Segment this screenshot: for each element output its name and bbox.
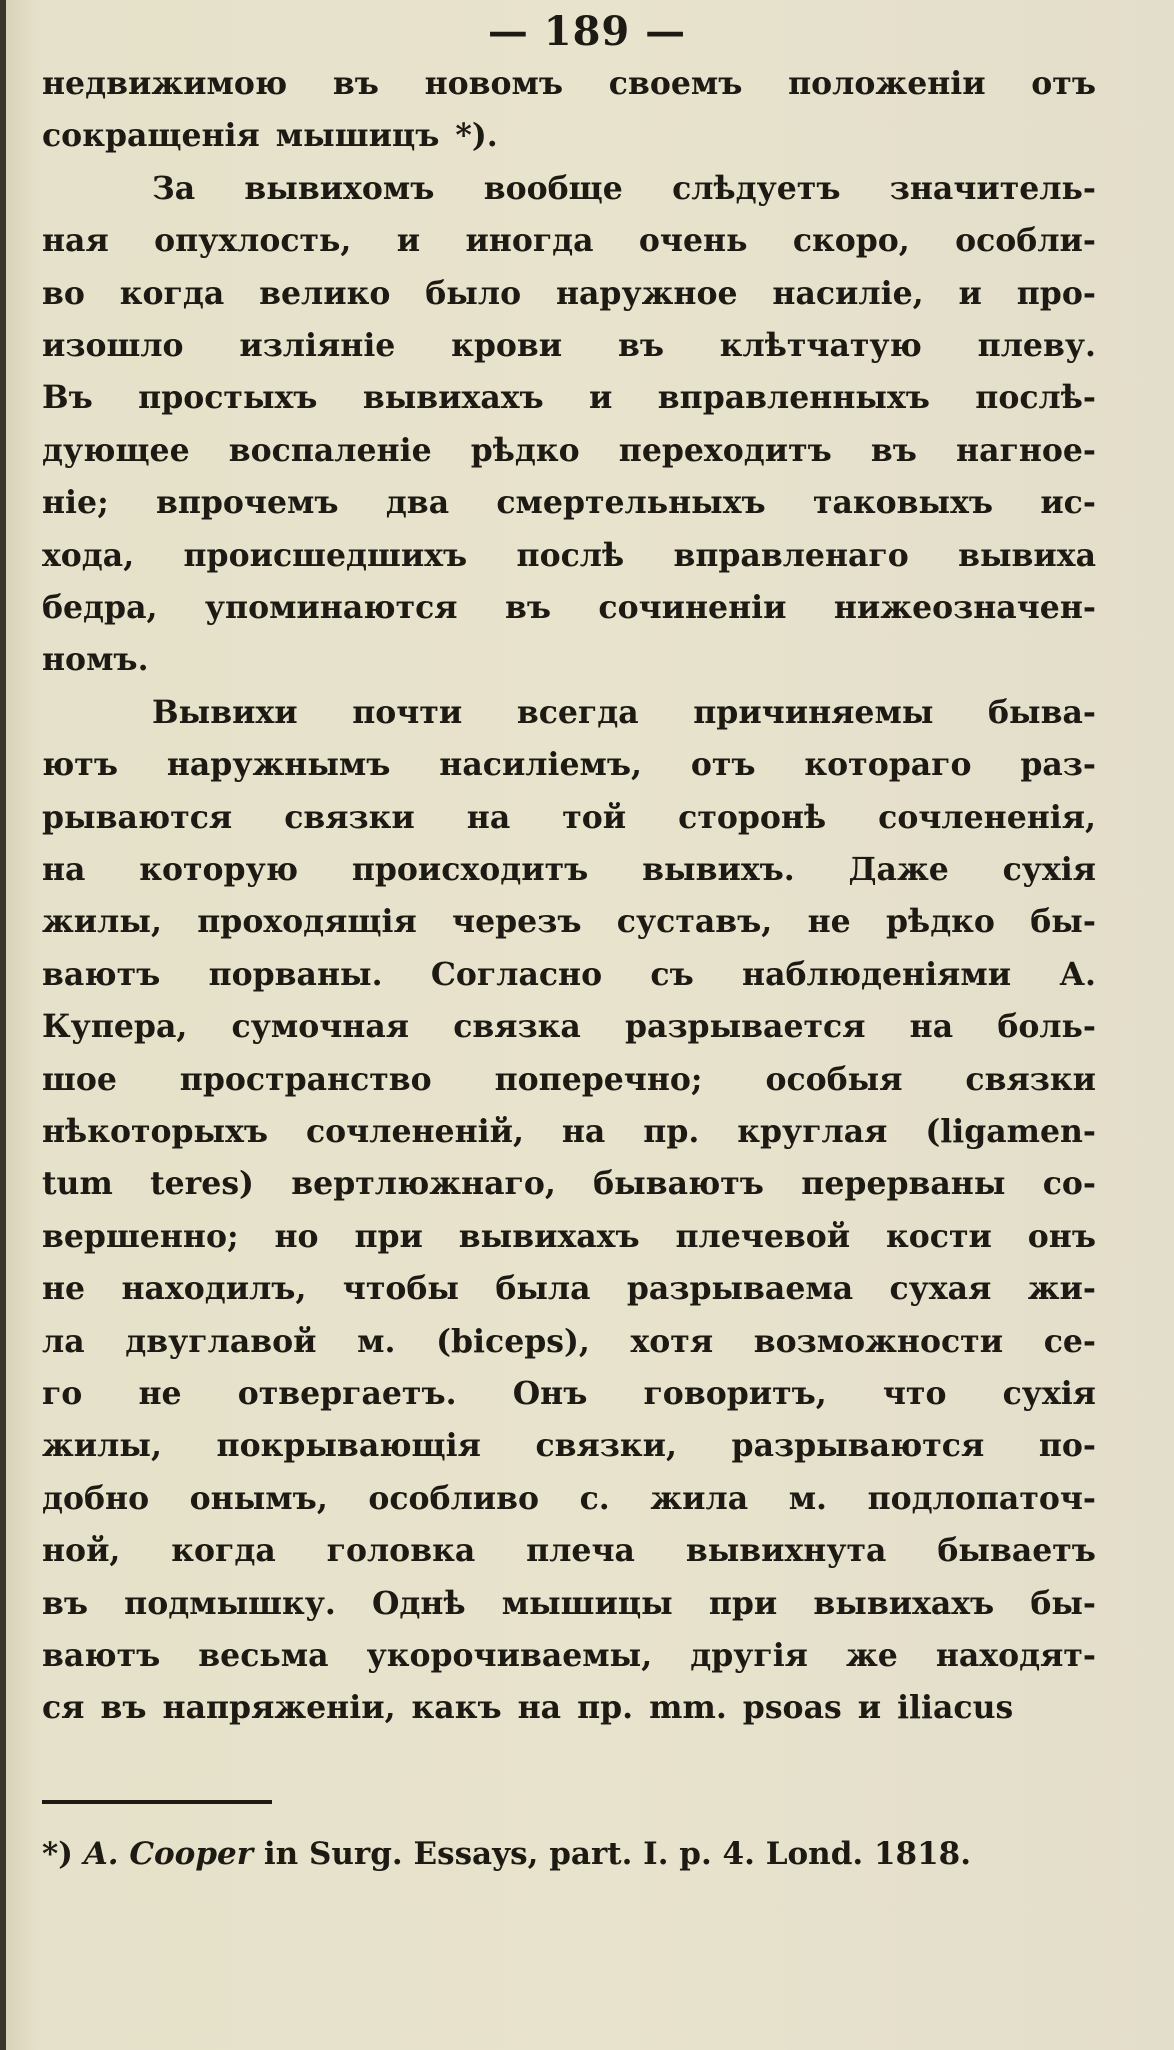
word: Согласно [430, 955, 603, 993]
word: на [42, 851, 86, 888]
word: поперечно; [494, 1060, 703, 1098]
text-line [42, 1368, 1096, 1420]
word: особли- [955, 222, 1096, 260]
word: плеву. [977, 327, 1096, 364]
footnote-author: A. Cooper [83, 1836, 254, 1872]
word: особыя [765, 1060, 903, 1098]
word: и [396, 222, 421, 260]
word: связка [453, 1008, 581, 1046]
word: вывихахъ [813, 1584, 995, 1622]
text-line [42, 1630, 1096, 1682]
word: въ [617, 327, 664, 364]
word: жи- [1027, 1270, 1096, 1308]
text-line [42, 58, 1096, 110]
word: напряженіи, [162, 1689, 396, 1727]
word: мышицъ [275, 117, 440, 155]
word: ла [42, 1322, 85, 1360]
word: хотя [630, 1322, 714, 1360]
word: и [958, 274, 982, 312]
text-line [42, 425, 1096, 477]
word: рываются [42, 798, 233, 836]
word: связки [284, 798, 415, 836]
word: насиліе, [772, 274, 924, 312]
text-line [42, 1263, 1096, 1315]
word: положеніи [788, 65, 986, 102]
word: была [495, 1270, 591, 1308]
word: на [909, 1008, 954, 1046]
word: какъ [411, 1689, 502, 1727]
text-line [42, 1420, 1096, 1472]
word: и [857, 1689, 882, 1727]
word: пр. [577, 1689, 634, 1727]
word: когда [171, 1532, 276, 1570]
word: покрывающія [216, 1427, 481, 1465]
word: клѣтчатую [719, 327, 922, 364]
word: ся [42, 1689, 85, 1727]
word: быва- [988, 693, 1096, 731]
word: круглая [737, 1113, 888, 1150]
word: со- [1042, 1165, 1096, 1203]
word: на [466, 798, 511, 836]
word: Въ [42, 379, 93, 417]
word: порваны. [208, 955, 383, 993]
footnote-rule [42, 1800, 272, 1804]
word: пространство [179, 1060, 432, 1098]
word: происшедшихъ [183, 536, 468, 574]
text-line [42, 739, 1096, 791]
word: въ [100, 1689, 147, 1727]
word: причиняемы [693, 693, 934, 731]
word: перерваны [801, 1165, 1006, 1203]
word: ваютъ [42, 955, 161, 993]
word: котораго [804, 746, 972, 784]
word: вправленаго [673, 536, 909, 574]
word: сухая [889, 1270, 992, 1308]
word: *). [455, 117, 498, 155]
word: велико [259, 274, 391, 312]
word: послѣ [516, 536, 625, 574]
text-line [42, 1158, 1096, 1210]
word: ная [42, 222, 109, 260]
word: наружное [555, 274, 738, 312]
text-line [42, 1682, 1096, 1734]
word: при [708, 1584, 778, 1622]
word: дующее [42, 431, 190, 469]
word: чтобы [342, 1270, 459, 1308]
word: сочлененія, [878, 798, 1096, 836]
word: въ [504, 589, 551, 626]
word: и [589, 379, 613, 417]
word: во [42, 274, 85, 312]
word: м. [788, 1479, 828, 1517]
page-number: — 189 — [487, 8, 687, 55]
word: м. [357, 1322, 396, 1360]
word: про- [1016, 274, 1096, 312]
word: недвижимою [42, 65, 288, 102]
word: но [274, 1217, 319, 1255]
word: изошло [42, 327, 184, 364]
word: впрочемъ [155, 484, 339, 522]
word: очень [638, 222, 748, 260]
word: связки [965, 1060, 1096, 1098]
text-line [42, 110, 1096, 162]
word: не [807, 903, 851, 941]
page-spine-edge [0, 0, 6, 2050]
text-line [42, 949, 1096, 1001]
word: шое [42, 1060, 117, 1098]
word: сухія [1002, 851, 1096, 888]
word: А. [1059, 955, 1096, 993]
word: отъ [690, 746, 756, 784]
word: двуглавой [125, 1322, 317, 1360]
word: се- [1043, 1322, 1096, 1360]
word: той [562, 798, 627, 836]
word: сторонѣ [678, 798, 827, 836]
word: iliacus [897, 1689, 1014, 1727]
word: с. [579, 1479, 610, 1517]
word: опухлость, [154, 222, 352, 260]
text-line [42, 1211, 1096, 1263]
word: вывихахъ [362, 379, 544, 417]
word: бы- [1030, 1584, 1096, 1622]
word: бываютъ [593, 1165, 764, 1203]
text-line [42, 1001, 1096, 1053]
word: вершенно; [42, 1217, 239, 1255]
word: насиліемъ, [439, 746, 643, 784]
word: подлопаточ- [867, 1479, 1096, 1517]
word: хода, [42, 536, 135, 574]
word: простыхъ [138, 379, 318, 417]
word: головка [326, 1532, 476, 1570]
text-line [42, 1054, 1096, 1106]
word: нагное- [956, 431, 1096, 469]
word: раз- [1020, 746, 1096, 784]
word: сухія [1002, 1375, 1096, 1412]
word: вывихахъ [458, 1217, 640, 1255]
word: плечевой [675, 1217, 851, 1255]
word: Даже [848, 851, 949, 888]
word: бы- [1030, 903, 1096, 941]
text-line [42, 1473, 1096, 1525]
text-line [42, 687, 1096, 739]
text-line [42, 896, 1096, 948]
word: сочлененій, [305, 1113, 524, 1150]
footnote-marker: *) [42, 1836, 73, 1872]
word: вообще [483, 169, 623, 207]
word: смертельныхъ [496, 484, 766, 522]
word: Вывихи [152, 693, 298, 731]
word: было [425, 274, 522, 312]
word: своемъ [608, 65, 743, 102]
text-line [42, 163, 1096, 215]
word: кости [886, 1217, 992, 1255]
word: ис- [1040, 484, 1096, 522]
word: го [42, 1375, 83, 1412]
text-line [42, 215, 1096, 267]
word: на [561, 1113, 606, 1150]
word: (ligamen- [925, 1113, 1096, 1150]
word: находилъ, [121, 1270, 307, 1308]
word: скоро, [792, 222, 910, 260]
word: онъ [1027, 1217, 1096, 1255]
word: при [354, 1217, 423, 1255]
word: находят- [935, 1637, 1096, 1674]
word: жилы, [42, 903, 162, 941]
text-line [42, 372, 1096, 424]
word: mm. [649, 1689, 727, 1727]
word: происходитъ [351, 851, 589, 888]
word: говоритъ, [643, 1375, 827, 1412]
word: отъ [1031, 65, 1096, 102]
word: вывихъ. [642, 851, 795, 888]
word: вертлюжнаго, [291, 1165, 556, 1203]
word: новомъ [424, 65, 564, 102]
word: вывихомъ [244, 169, 435, 207]
word: связки, [535, 1427, 677, 1465]
word: сочиненіи [598, 589, 787, 626]
word: Купера, [42, 1008, 188, 1046]
footnote-text: in Surg. Essays, part. I. p. 4. Lond. 1818. [263, 1836, 972, 1872]
word: изліяніе [239, 327, 396, 364]
word: крови [451, 327, 563, 364]
word: Однѣ [371, 1584, 466, 1622]
word: другія [690, 1637, 808, 1674]
word: въ [332, 65, 379, 102]
word: разрываема [626, 1270, 854, 1308]
word: вправленныхъ [657, 379, 930, 417]
word: воспаленіе [228, 431, 432, 469]
word: не [138, 1375, 182, 1412]
word: послѣ- [975, 379, 1096, 417]
text-line [42, 634, 1096, 686]
word: сумочная [231, 1008, 410, 1046]
word: нижеозначен- [833, 589, 1096, 626]
footnote [42, 1828, 1096, 1880]
word: ваютъ [42, 1637, 161, 1674]
word: черезъ [452, 903, 582, 941]
word: когда [119, 274, 225, 312]
word: (biceps), [436, 1322, 590, 1360]
word: слѣдуетъ [672, 169, 841, 207]
text-line [42, 320, 1096, 372]
word: номъ. [42, 641, 149, 679]
word: съ [650, 955, 694, 993]
word: наружнымъ [166, 746, 391, 784]
word: разрываются [731, 1427, 985, 1465]
word: tum [42, 1165, 113, 1203]
word: суставъ, [616, 903, 773, 941]
text-line [42, 1525, 1096, 1577]
word: мышицы [501, 1584, 673, 1622]
word: переходитъ [618, 431, 832, 469]
word: боль- [997, 1008, 1096, 1046]
word: жилы, [42, 1427, 162, 1465]
word: вывиха [958, 536, 1096, 574]
text-line [42, 582, 1096, 634]
word: упоминаются [204, 589, 458, 626]
word: всегда [516, 693, 639, 731]
word: два [385, 484, 450, 522]
word: въ [870, 431, 917, 469]
word: разрывается [625, 1008, 866, 1046]
text-line [42, 1106, 1096, 1158]
text-line [42, 268, 1096, 320]
text-line [42, 792, 1096, 844]
word: За [152, 169, 196, 207]
word: бедра, [42, 589, 158, 626]
word: отвергаетъ. [237, 1375, 457, 1412]
word: бываетъ [937, 1532, 1096, 1570]
word: добно [42, 1479, 150, 1517]
word: особливо [368, 1479, 540, 1517]
word: Онъ [512, 1375, 588, 1412]
word: не [42, 1270, 86, 1308]
text-line [42, 477, 1096, 529]
word: ной, [42, 1532, 121, 1570]
word: таковыхъ [812, 484, 994, 522]
word: сокращенія [42, 117, 260, 155]
word: ніе; [42, 484, 109, 522]
word: пр. [643, 1113, 700, 1150]
word: проходящія [197, 903, 417, 941]
word: ютъ [42, 746, 118, 784]
word: нѣкоторыхъ [42, 1113, 269, 1150]
word: по- [1038, 1427, 1096, 1465]
word: почти [352, 693, 463, 731]
word: подмышку. [124, 1584, 336, 1622]
word: весьма [198, 1637, 329, 1674]
word: иногда [465, 222, 594, 260]
word: плеча [526, 1532, 635, 1570]
text-line [42, 1316, 1096, 1368]
word: psoas [742, 1689, 842, 1727]
word: онымъ, [189, 1479, 328, 1517]
word: возможности [753, 1322, 1004, 1360]
word: вывихнута [685, 1532, 887, 1570]
word: рѣдко [886, 903, 995, 941]
word: teres) [150, 1165, 254, 1203]
word: которую [139, 851, 299, 888]
word: рѣдко [470, 431, 580, 469]
text-line [42, 530, 1096, 582]
word: на [517, 1689, 562, 1727]
text-line [42, 1578, 1096, 1630]
text-line [42, 844, 1096, 896]
word: въ [42, 1584, 89, 1622]
word: наблюденіями [742, 955, 1012, 993]
word: значитель- [889, 169, 1096, 207]
word: же [845, 1637, 898, 1674]
word: жила [650, 1479, 749, 1517]
word: что [882, 1375, 947, 1412]
word: укорочиваемы, [366, 1637, 653, 1674]
